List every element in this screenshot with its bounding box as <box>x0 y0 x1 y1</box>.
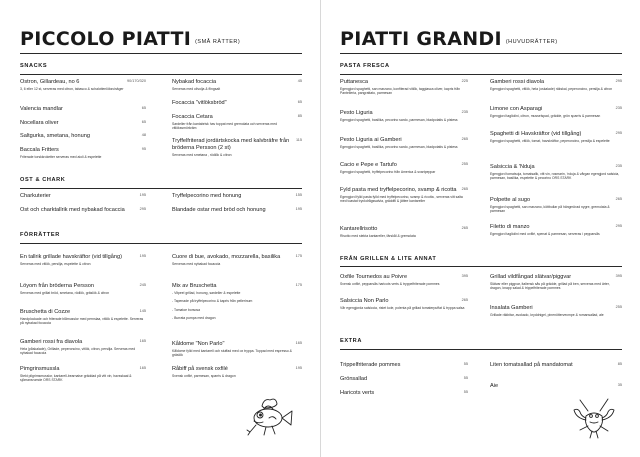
item-price: 95 <box>141 147 146 151</box>
item-name: Filetto di manzo <box>490 224 530 230</box>
item-name: Charkuterier <box>20 193 51 199</box>
item-price: 55 <box>463 376 468 380</box>
item-name: Pesto Liguria <box>340 110 373 116</box>
menu-item <box>20 193 146 200</box>
lobster-illustration <box>568 396 620 440</box>
section-rule <box>20 188 302 189</box>
item-description: Serveras med olivolja & flingsalt <box>172 86 221 91</box>
menu-item <box>340 274 468 286</box>
item-description: Egengjord spaghetti, san marzano, köttbullar på hängmörad nygre, gremolata & parmesan <box>490 204 610 213</box>
item-name: Kantarellrisotto <box>340 226 378 232</box>
item-name: Gamberi rossi fra diavola <box>20 339 83 345</box>
menu-item <box>20 207 146 214</box>
item-description: Egengjord spaghetti, basilika, pecorino sardo, parmesan, bladpotatis & pistess <box>340 117 458 122</box>
item-name: Baccala Fritters <box>20 147 59 153</box>
item-price: 48 <box>141 133 146 137</box>
menu-item <box>340 162 468 174</box>
item-price: 65 <box>141 106 146 110</box>
item-description: Hela (påskalade), Grillade, peperoncino, vitlök, citron, persilja. Serveras med nybakad focaccia <box>20 346 136 355</box>
item-price: 85 <box>297 114 302 118</box>
item-price: 395 <box>615 274 622 278</box>
item-price: 175 <box>295 254 302 258</box>
item-name: Cuore di bue, avokado, mozzarella, basilika <box>172 254 281 260</box>
item-name: Löyom från bröderna Persson <box>20 283 95 289</box>
item-price: 195 <box>139 254 146 258</box>
item-name: Liten tomatsallad på mandatomat <box>490 362 573 368</box>
menu-item <box>340 376 468 383</box>
item-description: Sardeller från kantabrisk hav toppat med gremolata och serveras med vitlökssmörkräm <box>172 121 277 130</box>
item-price: 265 <box>461 226 468 230</box>
item-name: En tallrik grillade havskräftor (vid tillgång) <box>20 254 122 260</box>
item-name: Polpette al sugo <box>490 197 531 203</box>
menu-item <box>20 283 146 295</box>
item-description: Stekt pilgrimsmusslor, kantarell-bearnaise gräddad på vitt vin, havsskaal & sjömansrumde ORS STARK <box>20 373 132 382</box>
menu-item <box>490 164 622 180</box>
item-price: 65 <box>297 100 302 104</box>
item-price: 85 <box>617 362 622 366</box>
item-name: Pimgrinsmussla <box>20 366 60 372</box>
item-description: Slätvar eller piggvar, italiensk sås på grädde, grillad på ben, serveras med ärter, dragon, knapp salad & trippelfriterade pommes <box>490 281 610 290</box>
item-name: Fyld pasta med tryffelpecorino, svamp & ricotta <box>340 187 457 193</box>
item-description: Handplockade och friterade blåmusslor med pernslaa, vitlök & espelette. Serveras på nybakad focaccia <box>20 316 144 325</box>
item-description: Egengjord spaghetti, san marzano, konfiterad vitlök, taggiasca oliver, kapris från Pantelleria, pangrattato, parmesan <box>340 86 461 95</box>
item-description: 3, 6 eller 12 st, serveras med citron, tabasco & schalottenlöksvinäger <box>20 86 124 91</box>
item-price: 265 <box>615 197 622 201</box>
item-price: 195 <box>295 207 302 211</box>
item-description: Grillade räkbitar, avokado, kryddnigel, pinenöttervecmpe & romansallad, ale <box>490 312 604 317</box>
page-piccolo-piatti <box>20 0 302 457</box>
section-rule <box>20 74 302 75</box>
item-description: Serveras med smetana , rödlök & citron <box>172 152 232 157</box>
menu-item <box>340 187 468 203</box>
item-price: 195 <box>139 193 146 197</box>
item-price: 145 <box>139 309 146 313</box>
item-description: Egengjord tagliolini med oxfilé, spenat & parmesan, serveras i pepparsås <box>490 231 600 236</box>
menu-item <box>340 137 468 149</box>
item-description: Svensk oxfilé, pepparsås haricots verts & tryppelfriterade pommes <box>340 281 440 286</box>
item-description: Serveras med vitlök, persilja, espelette & citron <box>20 261 91 266</box>
item-price: 35 <box>617 383 622 387</box>
item-price: 235 <box>615 164 622 168</box>
item-price: 295 <box>615 79 622 83</box>
item-name: Focaccia "vitlöksbröd" <box>172 100 227 106</box>
item-name: Kåldome "Non Parlo" <box>172 341 225 347</box>
item-price: 195 <box>295 366 302 370</box>
item-name: Tryffelfriterad jordärtskocka med kalvbräfre från bröderna Persson (2 st) <box>172 138 290 151</box>
item-price: 395 <box>461 274 468 278</box>
item-name: Ost och charktallrik med nybakad focaccia <box>20 207 125 213</box>
item-price: 55 <box>463 390 468 394</box>
fish-chef-icon <box>242 394 298 438</box>
item-description: Egengjord spaghetti, vitlök, tomat, havskräftor, peperoncino, persilja & espelette <box>490 138 610 143</box>
menu-item <box>490 106 622 118</box>
title-text: PIATTI GRANDI <box>340 28 502 50</box>
menu-item <box>172 114 302 130</box>
item-price: 165 <box>295 341 302 345</box>
item-name: Grönsallad <box>340 376 368 382</box>
item-name: Nybakad focaccia <box>172 79 217 85</box>
item-name: Focaccia Cetara <box>172 114 213 120</box>
menu-item <box>340 298 468 310</box>
item-name: Råbiff på svensk oxfilé <box>172 366 228 372</box>
menu-item <box>172 283 302 320</box>
title-subtitle: (SMÅ RÄTTER) <box>195 39 241 45</box>
item-name: Salsiccia Non Parlo <box>340 298 389 304</box>
menu-item <box>172 79 302 91</box>
item-price: 235 <box>615 106 622 110</box>
item-description: Egengjord spaghetti, vitlök, hela (oskalade) räkskal, peperoncino, persilja & citron <box>490 86 613 91</box>
item-description: Serveras med nybakad focaccia <box>172 261 221 266</box>
item-name: Nocellara oliver <box>20 120 59 126</box>
item-description: Friterade torskkroketter serveras med aioli & espelette <box>20 154 102 159</box>
item-description: Vår egengjorda salsiccia, ristet kole, polenta på grillad tomaterpuffat & tryppa salsa <box>340 305 465 310</box>
item-name: Valencia mandlar <box>20 106 63 112</box>
item-name: Aie <box>490 383 499 389</box>
item-name: Limone con Asparagi <box>490 106 543 112</box>
section-rule <box>20 243 302 244</box>
item-name: Gamberi rossi diavola <box>490 79 545 85</box>
item-price: 90/170/320 <box>126 79 146 83</box>
menu-item <box>490 305 622 317</box>
item-description: Risotto med stekta kantareller, färskål & gremolata <box>340 233 416 238</box>
fish-chef-illustration <box>242 394 298 438</box>
section-header-snacks: SNACKS <box>20 63 48 69</box>
menu-item <box>490 197 622 213</box>
item-name: Ostron, Gillardeau, no 6 <box>20 79 80 85</box>
item-price: 45 <box>297 79 302 83</box>
menu-item <box>490 224 622 236</box>
item-description: - Vitpeel grillad, honung, sardeller & espelette - Tapenade på tryffelpecorino & kapris från pellerinum - Tomatoe borsosa - Burrata pumpa med dragon <box>172 290 253 321</box>
menu-item <box>340 226 468 238</box>
item-name: Mix av Bruschetta <box>172 283 217 289</box>
page-divider <box>320 0 321 457</box>
item-description: Egengjord tagliolini, citron, musselspad, grädde, grön sparris & parmesan <box>490 113 601 118</box>
title-subtitle: (HUVUDRÄTTER) <box>505 39 558 45</box>
item-price: 255 <box>615 305 622 309</box>
item-name: Puttanesca <box>340 79 368 85</box>
title-text: PICCOLO PIATTI <box>20 28 192 50</box>
item-price: 175 <box>295 283 302 287</box>
item-name: Bruschetta di Cozze <box>20 309 71 315</box>
menu-item <box>172 254 302 266</box>
title-rule <box>20 53 302 54</box>
section-header-extra: EXTRA <box>340 338 362 344</box>
item-price: 155 <box>295 193 302 197</box>
item-price: 235 <box>461 110 468 114</box>
item-price: 265 <box>461 187 468 191</box>
menu-item <box>340 79 468 95</box>
item-name: Trippelfriterade pommes <box>340 362 401 368</box>
item-name: Salsiccia & 'Nduja <box>490 164 535 170</box>
menu-item <box>340 390 468 397</box>
title-rule <box>340 53 622 54</box>
menu-item <box>340 362 468 369</box>
item-name: Saltgurka, smetana, honung <box>20 133 90 139</box>
item-price: 165 <box>139 339 146 343</box>
menu-item <box>490 131 622 143</box>
menu-item <box>490 79 622 91</box>
menu-item <box>172 207 302 214</box>
menu-item <box>20 366 146 382</box>
item-name: Cacio e Pepe e Tartufo <box>340 162 397 168</box>
item-name: Pesto Liguria ai Gamberi <box>340 137 402 143</box>
item-price: 295 <box>139 207 146 211</box>
item-price: 225 <box>461 79 468 83</box>
item-description: Egengjord tomatsoja, tomatsalik, vitt vin, rosmarin, 'nduja & vårgan egengjord salsicia, parmesan, basilika, espelette & pecorino ORS STARK <box>490 171 620 180</box>
item-price: 295 <box>615 224 622 228</box>
menu-item <box>490 383 622 390</box>
item-price: 255 <box>461 162 468 166</box>
section-header-pasta-fresca: PASTA FRESCA <box>340 63 390 69</box>
item-name: Spaghetti di Havskräftor (vid tillgång) <box>490 131 582 137</box>
menu-item <box>20 254 146 266</box>
menu-item <box>20 120 146 127</box>
page-piatti-grandi <box>340 0 622 457</box>
item-price: 265 <box>461 298 468 302</box>
page-title <box>340 28 558 50</box>
menu-item <box>20 79 146 91</box>
item-price: 55 <box>463 362 468 366</box>
menu-item <box>490 362 622 369</box>
section-rule <box>340 349 622 350</box>
item-name: Grillad vildfångad slätvar/piggvar <box>490 274 572 280</box>
item-name: Haricots verts <box>340 390 375 396</box>
item-name: Insalata Gamberi <box>490 305 533 311</box>
menu-item <box>20 309 146 325</box>
item-description: Egengjord fylld pasta fylld med tryffelpecorino, svamp & ricotta , serveras vitt salta med toastat tryckdrågssalvia, gräddfil & jättee kantareller <box>340 194 463 203</box>
menu-item <box>172 193 302 200</box>
menu-item <box>20 339 146 355</box>
menu-item <box>172 100 302 107</box>
item-price: 115 <box>295 138 302 142</box>
menu-item <box>20 133 146 140</box>
item-description: Egengjord spaghetti, basilika, pecorino sardo, parmesan, bladpotatis & pistess <box>340 144 458 149</box>
menu-item <box>172 341 302 357</box>
section-rule <box>340 266 622 267</box>
section-header-forratter: FÖRRÄTTER <box>20 232 60 238</box>
section-header-grill: FRÅN GRILLEN & LITE ANNAT <box>340 256 437 262</box>
item-description: Kåldome fylld med kantarell och stuffad med ox tryppa. Toppad med espresso & gräslök <box>172 348 292 357</box>
item-description: Svensk oxfilé, parmesan, sparris & dragon <box>172 373 236 378</box>
item-name: Tryffelpecorino med honung <box>172 193 242 199</box>
page-title <box>20 28 240 50</box>
menu-item <box>340 110 468 122</box>
item-description: Egengjord spaghetti, tryffelpecorino från America & svartpeppar <box>340 169 436 174</box>
item-price: 295 <box>615 131 622 135</box>
item-name: Oxfile Tournedos au Poivre <box>340 274 408 280</box>
item-price: 265 <box>461 137 468 141</box>
section-rule <box>340 74 622 75</box>
item-price: 165 <box>139 366 146 370</box>
menu-item <box>172 138 302 157</box>
item-price: 245 <box>139 283 146 287</box>
menu-item <box>20 106 146 113</box>
section-header-ost-chark: OST & CHARK <box>20 177 66 183</box>
menu-item <box>490 274 622 290</box>
menu-item <box>20 147 146 159</box>
item-price: 65 <box>141 120 146 124</box>
item-name: Blandade ostar med bröd och honung <box>172 207 266 213</box>
lobster-icon <box>568 396 620 440</box>
item-description: Serveras med grillat bröd, smetana, rödlök, gräslök & citron <box>20 290 110 295</box>
menu-item <box>172 366 302 378</box>
